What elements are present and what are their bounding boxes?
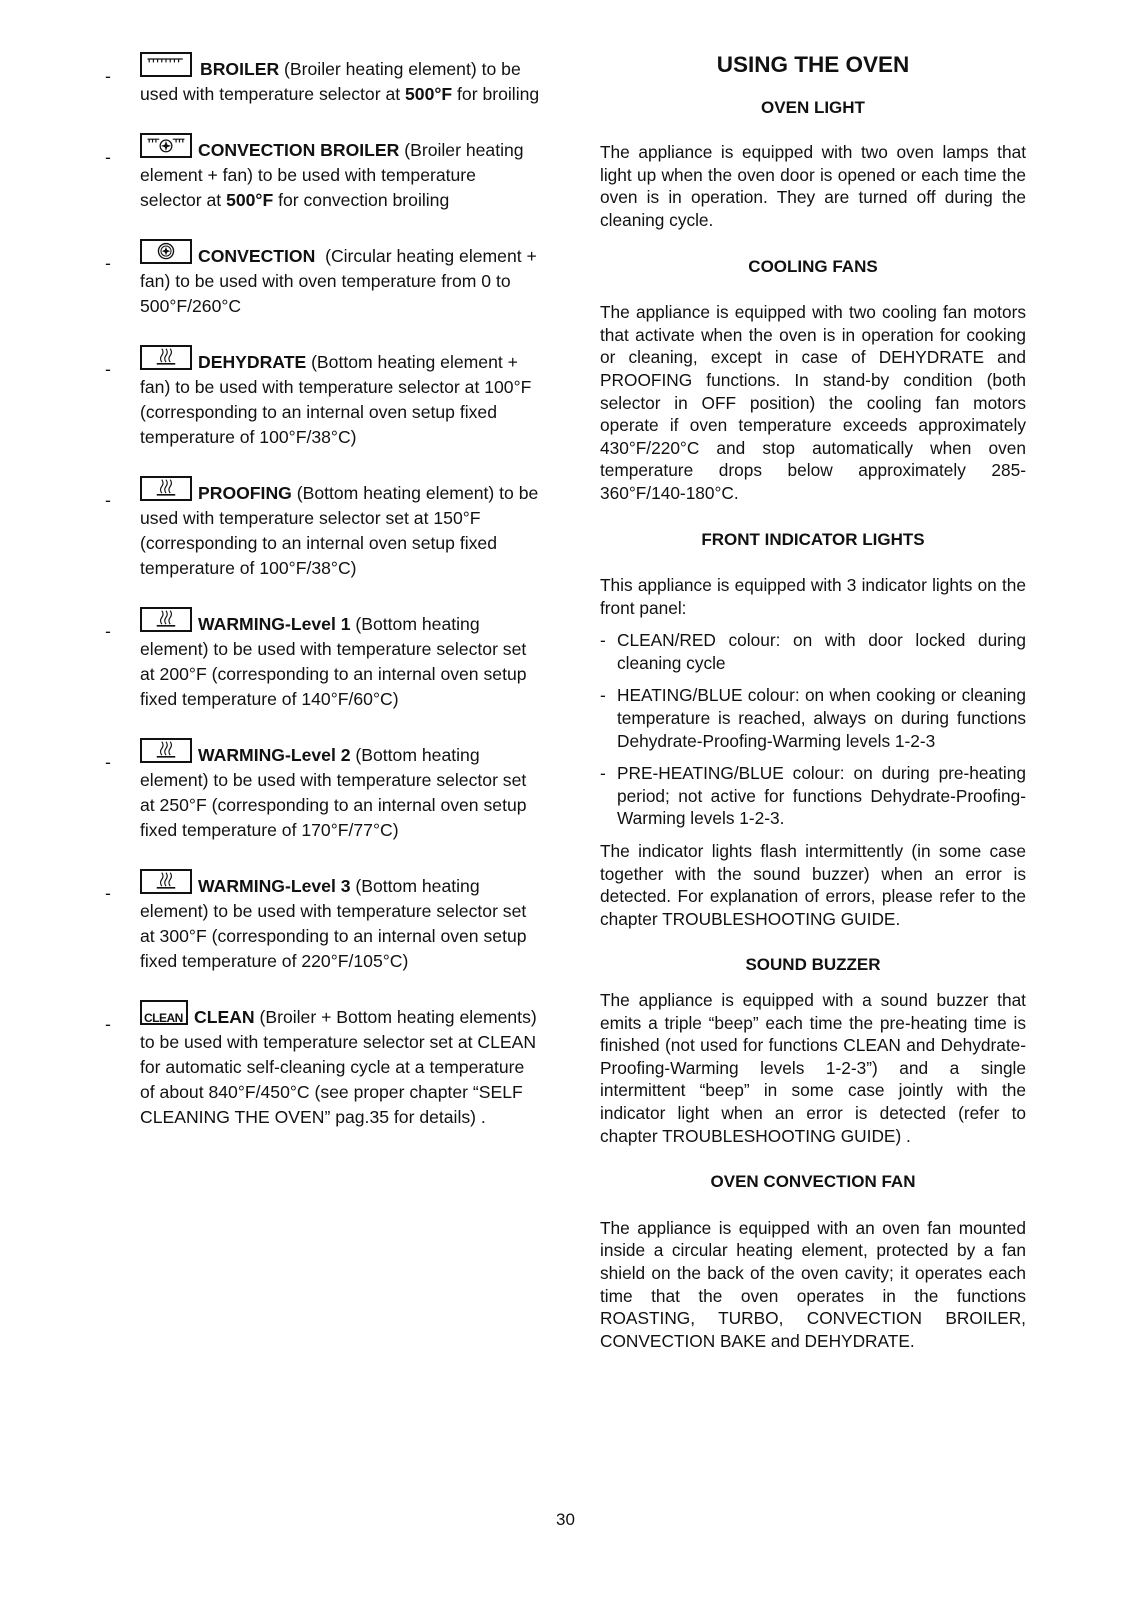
proofing-icon — [140, 476, 192, 501]
convection-broiler-icon — [140, 133, 192, 158]
function-desc: (Bottom heating element) to be used with temperature selector set at 150°F (corresponding to an internal oven setup fixed temperature of 100°F/38°C) — [140, 483, 539, 578]
list-dash: - — [105, 490, 111, 510]
function-name: CONVECTION — [198, 246, 316, 266]
broiler-icon — [140, 52, 192, 77]
using-the-oven-section — [600, 52, 1026, 1352]
section-heading-convection-fan: OVEN CONVECTION FAN — [710, 1172, 916, 1192]
list-item-text: CLEAN/RED colour: on with door locked during cleaning cycle — [617, 630, 1026, 673]
function-desc-end: for convection broiling — [273, 190, 450, 210]
list-item — [100, 1000, 540, 1130]
cooling-fans-text: The appliance is equipped with two cooling fan motors that activate when the oven is in operation for cooking or cleaning, except in case of DEHYDRATE and PROOFING functions. In stand-by condition (both selector in OFF position) the cooling fan motors operate if oven temperature exceeds approximately 430°F/220°C and stop automatically when oven temperature drops below approximately 285-360°F/140-180°C. — [600, 302, 1026, 503]
list-item — [100, 239, 540, 319]
function-name: CONVECTION BROILER — [198, 140, 400, 160]
list-dash: - — [105, 253, 111, 273]
page-title: USING THE OVEN — [716, 52, 910, 77]
section-heading-oven-light: OVEN LIGHT — [761, 97, 865, 117]
list-dash: - — [105, 1014, 111, 1034]
warming-icon — [140, 738, 192, 763]
list-dash: - — [105, 66, 111, 86]
list-item — [100, 869, 540, 974]
list-item — [100, 52, 540, 107]
function-name: DEHYDRATE — [198, 352, 307, 372]
list-item — [100, 738, 540, 843]
function-name: WARMING-Level 2 — [198, 745, 351, 765]
clean-icon — [140, 1000, 188, 1025]
function-name: PROOFING — [198, 483, 292, 503]
list-item — [100, 476, 540, 581]
list-dash: - — [105, 883, 111, 903]
function-temp: 500°F — [226, 190, 274, 210]
list-dash: - — [105, 359, 111, 379]
function-desc: (Bottom heating element) to be used with temperature selector set at 300°F (corresponding to an internal oven setup fixed temperature of 220°F/105°C) — [140, 876, 527, 971]
function-temp: 500°F — [405, 84, 453, 104]
oven-light-text: The appliance is equipped with two oven lamps that light up when the oven door is opened or each time the oven is in operation. They are turned off during the cleaning cycle. — [600, 142, 1026, 230]
function-desc: (Broiler heating element + fan) to be used with temperature selector at — [140, 140, 524, 210]
function-desc: (Broiler heating element) to be used with temperature selector at — [140, 59, 521, 104]
function-name: WARMING-Level 3 — [198, 876, 351, 896]
section-heading-sound-buzzer: SOUND BUZZER — [745, 955, 881, 975]
function-name: CLEAN — [194, 1007, 255, 1027]
convection-fan-text: The appliance is equipped with an oven fan mounted inside a circular heating element, protected by a fan shield on the back of the oven cavity; it operates each time that the oven operates in the functions ROASTING, TURBO, CONVECTION BROILER, CONVECTION BAKE and DEHYDRATE. — [600, 1217, 1026, 1351]
list-dash: - — [105, 621, 111, 641]
list-item — [100, 345, 540, 450]
list-dash: - — [105, 147, 111, 167]
function-desc: (Broiler + Bottom heating elements) to be used with temperature selector set at CLEAN for automatic self-cleaning cycle at a temperature of about 840°F/450°C (see proper chapter “SELF CLEANING THE OVEN” pag.35 for details) . — [140, 1007, 537, 1127]
sound-buzzer-text: The appliance is equipped with a sound buzzer that emits a triple “beep” each time the pre-heating time is finished (not used for functions CLEAN and Dehydrate-Proofing-Warming levels 1-2-3”) and a single intermittent “beep” in some case jointly with the indicator light when an error is detected (refer to chapter TROUBLESHOOTING GUIDE) . — [600, 990, 1026, 1146]
function-name: BROILER — [200, 59, 280, 79]
list-item — [600, 762, 1026, 830]
section-heading-indicator-lights: FRONT INDICATOR LIGHTS — [701, 529, 925, 549]
function-desc: (Bottom heating element + fan) to be used with temperature selector at 100°F (corresponding to an internal oven setup fixed temperature of 100°F/38°C) — [140, 352, 532, 447]
function-desc: (Bottom heating element) to be used with temperature selector set at 250°F (corresponding to an internal oven setup fixed temperature of 170°F/77°C) — [140, 745, 527, 840]
list-item — [600, 684, 1026, 752]
list-item — [100, 607, 540, 712]
indicator-lights-outro: The indicator lights flash intermittently (in some case together with the sound buzzer) when an error is detected. For explanation of errors, please refer to the chapter TROUBLESHOOTING GUIDE. — [600, 841, 1026, 929]
function-list — [100, 52, 540, 1130]
list-dash: - — [600, 685, 606, 706]
list-item-text: HEATING/BLUE colour: on when cooking or cleaning temperature is reached, always on during functions Dehydrate-Proofing-Warming levels 1-2-3 — [617, 685, 1026, 751]
function-desc: (Bottom heating element) to be used with temperature selector set at 200°F (corresponding to an internal oven setup fixed temperature of 140°F/60°C) — [140, 614, 527, 709]
function-desc: (Circular heating element + fan) to be used with oven temperature from 0 to 500°F/260°C — [140, 246, 542, 316]
list-item-text: PRE-HEATING/BLUE colour: on during pre-heating period; not active for functions Dehydrate-Proofing-Warming levels 1-2-3. — [617, 763, 1026, 829]
list-item — [600, 629, 1026, 674]
clean-icon-text: CLEAN — [144, 1011, 183, 1025]
warming-icon — [140, 869, 192, 894]
list-item — [100, 133, 540, 213]
list-dash: - — [105, 752, 111, 772]
function-name: WARMING-Level 1 — [198, 614, 351, 634]
section-heading-cooling-fans: COOLING FANS — [748, 256, 878, 276]
function-desc-end: for broiling — [452, 84, 540, 104]
page-number: 30 — [556, 1510, 575, 1529]
warming-icon — [140, 607, 192, 632]
indicator-lights-intro: This appliance is equipped with 3 indicator lights on the front panel: — [600, 575, 1026, 618]
list-dash: - — [600, 630, 606, 651]
list-dash: - — [600, 763, 606, 784]
dehydrate-icon — [140, 345, 192, 370]
convection-icon — [140, 239, 192, 264]
